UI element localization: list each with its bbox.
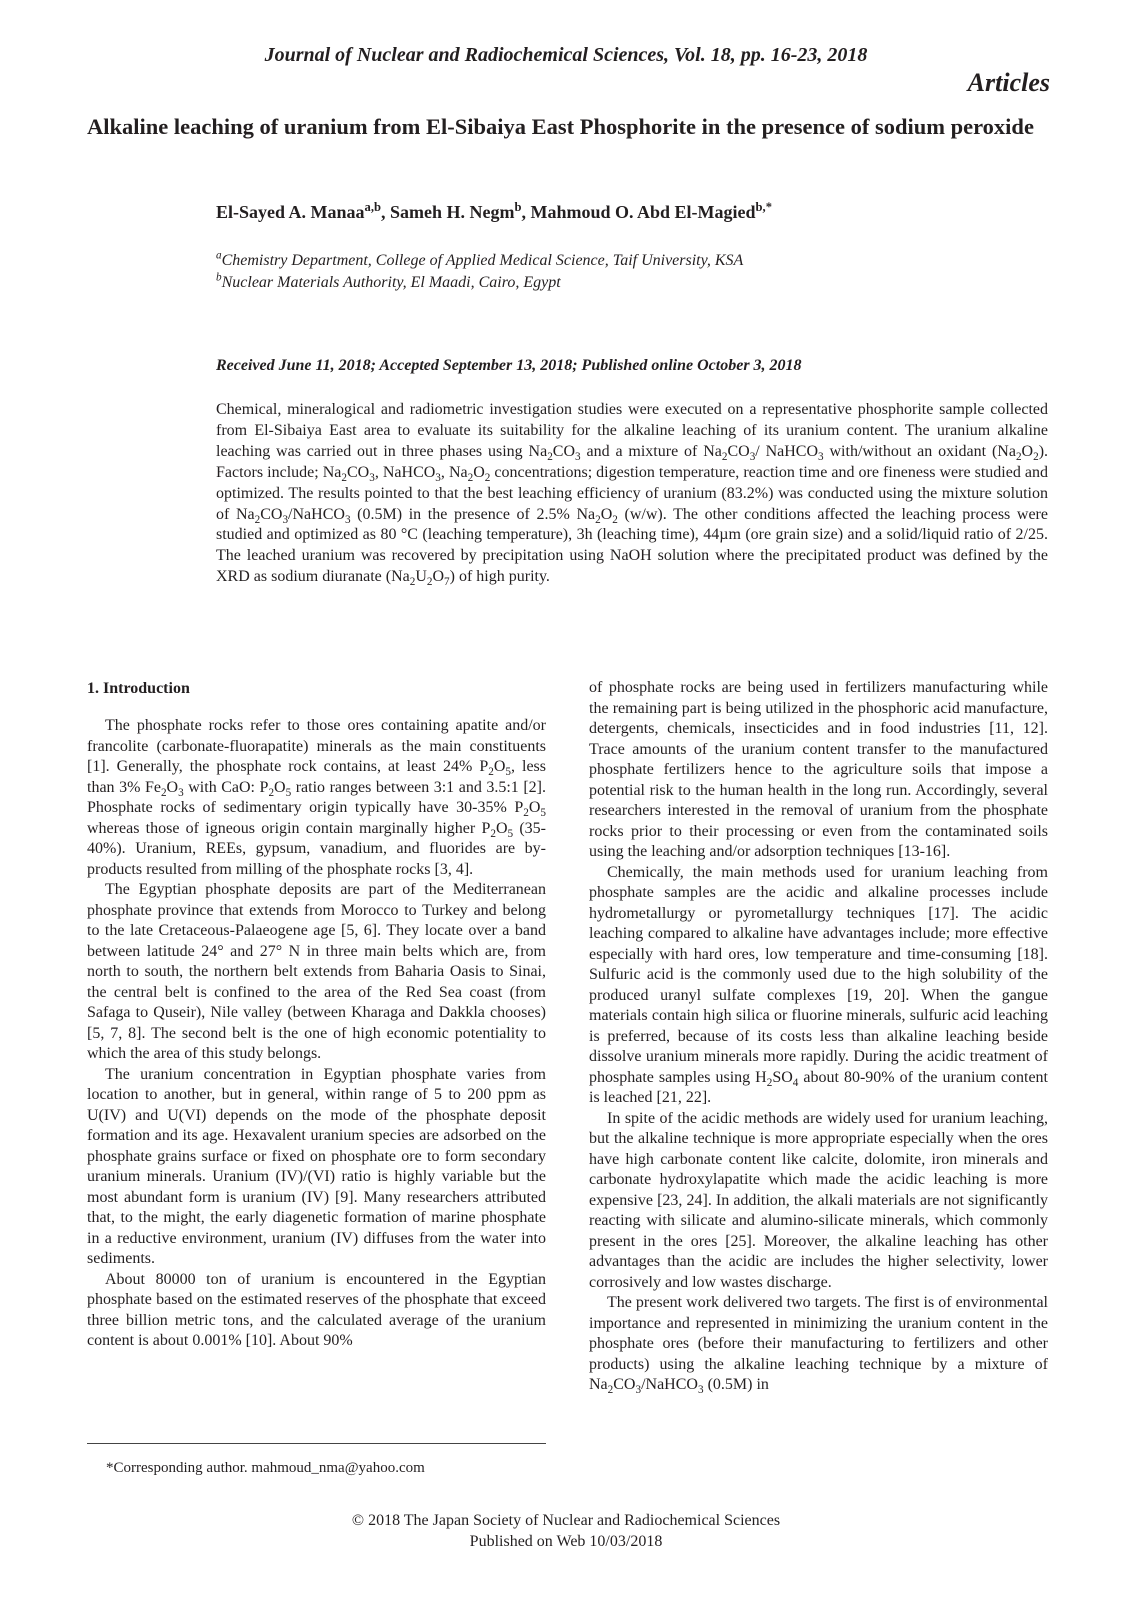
intro-paragraph-1: The phosphate rocks refer to those ores containing apatite and/or francolite (carbonate-fluorapatite) minerals as the main constituents [1]. Generally, the phosphate rock contains, at least 24% $P_2O_5$, less than 3% $Fe_2O_3$ with CaO: $P_2O_5$ ratio ranges between 3:1 and 3.5:1 [2]. Phosphate rocks of sedimentary origin typically have 30-35% $P_2O_5$ whereas those of igneous origin contain marginally higher $P_2O_5$ (35-40%). Uranium, REEs, gypsum, vanadium, and fluorides are by-products resulted from milling of the phosphate rocks [3, 4]. — [87, 717, 546, 878]
copyright-line: © 2018 The Japan Society of Nuclear and Radiochemical Sciences — [351, 1512, 781, 1529]
intro-paragraph-4: About 80000 ton of uranium is encountered in the Egyptian phosphate based on the estimated reserves of the phosphate that exceed three billion metric tons, and the calculated average of the uranium content is about 0.001% [10]. About 90% — [87, 1270, 546, 1349]
intro-paragraph-2: The Egyptian phosphate deposits are part of the Mediterranean phosphate province that extends from Morocco to Turkey and belong to the late Cretaceous-Palaeogene age [5, 6]. They locate over a band between latitude 24° and 27° N in three main belts which are, from north to south, the northern belt extends from Baharia Oasis to Sinai, the central belt is confined to the area of the Red Sea coast (from Safaga to Quseir), Nile valley (between Kharaga and Dakkla chooses) [5, 7, 8]. The second belt is the one of high economic potentiality to which the area of this study belongs. — [87, 881, 546, 1062]
author-1: El-Sayed A. Manaa — [216, 202, 365, 222]
author-2: Sameh H. Negm — [389, 202, 515, 222]
body-column-left — [87, 678, 546, 1352]
received-dates: Received June 11, 2018; Accepted September 13, 2018; Published online October 3, 2018 — [216, 357, 802, 374]
author-list: El-Sayed A. Manaa$^{a,b}$, Sameh H. Negm$^b$, Mahmoud O. Abd El-Magied$^{b,*}$ — [216, 200, 772, 222]
affiliations — [216, 250, 1056, 294]
page-footer — [0, 1510, 1132, 1552]
section-heading-introduction: 1. Introduction — [87, 680, 190, 697]
affiliation-b: $^b$Nuclear Materials Authority, El Maadi, Cairo, Egypt — [216, 271, 561, 291]
intro-paragraph-5: Chemically, the main methods used for uranium leaching from phosphate samples are the acidic and alkaline processes include hydrometallurgy or pyrometallurgy techniques [17]. The acidic leaching compared to alkaline have advantages include; more effective especially with hard ores, low temperature and time-consuming [18]. Sulfuric acid is the commonly used due to the high solubility of the produced uranyl sulfate complexes [19, 20]. When the gangue materials contain high silica or fluorine minerals, sulfuric acid leaching is preferred, because of its costs less than alkaline leaching beside dissolve uranium minerals more rapidly. During the acidic treatment of phosphate samples using $H_2SO_4$ about 80-90% of the uranium content is leached [21, 22]. — [589, 863, 1048, 1106]
paper-title: Alkaline leaching of uranium from El-Sibaiya East Phosphorite in the presence of sodium peroxide — [87, 114, 1034, 139]
journal-header: Journal of Nuclear and Radiochemical Sciences, Vol. 18, pp. 16-23, 2018 — [264, 44, 868, 66]
section-label: Articles — [967, 68, 1050, 97]
intro-paragraph-3: The uranium concentration in Egyptian phosphate varies from location to another, but in general, within range of 5 to 200 ppm as U(IV) and U(VI) depends on the mode of the phosphate deposit formation and its age. Hexavalent uranium species are adsorbed on the phosphate grains surface or fixed on phosphate ore to form secondary uranium minerals. Uranium (IV)/(VI) ratio is highly variable but the most abundant form is uranium (IV) [9]. Many researchers attributed that, to the might, the early diagenetic formation of marine phosphate in a reductive environment, uranium (IV) diffuses from the water into sediments. — [87, 1065, 546, 1267]
author-3-affil: b,* — [755, 200, 772, 214]
author-1-affil: a,b — [364, 200, 381, 214]
abstract: Chemical, mineralogical and radiometric investigation studies were executed on a representative phosphorite sample collected from El-Sibaiya East area to evaluate its suitability for the alkaline leaching of its uranium content. The uranium alkaline leaching was carried out in three phases using $Na_2CO_3$ and a mixture of $Na_2CO_3/$ NaHCO$_3$ with/without an oxidant $(Na_2O_2)$. Factors include; $Na_2CO_3$, NaHCO$_3$, $Na_2O_2$ concentrations; digestion temperature, reaction time and ore fineness were studied and optimized. The results pointed to that the best leaching efficiency of uranium (83.2%) was conducted using the mixture solution of $Na_2CO_3/NaHCO_3$ (0.5M) in the presence of 2.5% $Na_2O_2$ (w/w). The other conditions affected the leaching process were studied and optimized as 80 °C (leaching temperature), 3h (leaching time), 44µm (ore grain size) and a solid/liquid ratio of 2/25. The leached uranium was recovered by precipitation using NaOH solution where the precipitated product was defined by the XRD as sodium diuranate $(Na_2U_2O_7)$ of high purity. — [216, 401, 1049, 589]
intro-paragraph-6: In spite of the acidic methods are widely used for uranium leaching, but the alkaline technique is more appropriate especially when the ores have high carbonate content like calcite, dolomite, iron minerals and carbonate hydroxylapatite which made the acidic leaching is more expensive [23, 24]. In addition, the alkali materials are not significantly reacting with silicate and alumino-silicate minerals, which commonly present in the ores [25]. Moreover, the alkaline leaching has other advantages than the acidic are includes the higher selectivity, lower corrosively and low wastes discharge. — [589, 1109, 1048, 1291]
intro-paragraph-7: The present work delivered two targets. The first is of environmental importance and represented in minimizing the uranium content in the phosphate ores (before their manufacturing to fertilizers and other products) using the alkaline leaching technique by a mixture of $Na_2CO_3/NaHCO_3$ (0.5M) in — [589, 1294, 1048, 1397]
body-column-right — [589, 678, 1048, 1396]
intro-paragraph-4-continued: of phosphate rocks are being used in fertilizers manufacturing while the remaining part is being utilized in the phosphoric acid manufacture, detergents, chemicals, insecticides and in food industries [11, 12]. Trace amounts of the uranium content transfer to the manufactured phosphate fertilizers hence to the agriculture soils that impose a potential risk to the human health in the long run. Accordingly, several researchers interested in the removal of uranium from the phosphate rocks prior to their processing or even from the contaminated soils using the leaching and/or adsorption techniques [13-16]. — [589, 679, 1048, 860]
affiliation-b-label: b — [216, 271, 222, 284]
author-3: Mahmoud O. Abd El-Magied — [530, 202, 756, 222]
publication-date-line: Published on Web 10/03/2018 — [469, 1533, 663, 1550]
corresponding-author-footnote: *Corresponding author. mahmoud_nma@yahoo.com — [106, 1460, 425, 1476]
author-2-affil: b — [514, 200, 522, 214]
affiliation-a: $^a$Chemistry Department, College of Applied Medical Science, Taif University, KSA — [216, 249, 744, 269]
affiliation-a-label: a — [216, 249, 222, 262]
footnote-divider — [87, 1443, 546, 1444]
